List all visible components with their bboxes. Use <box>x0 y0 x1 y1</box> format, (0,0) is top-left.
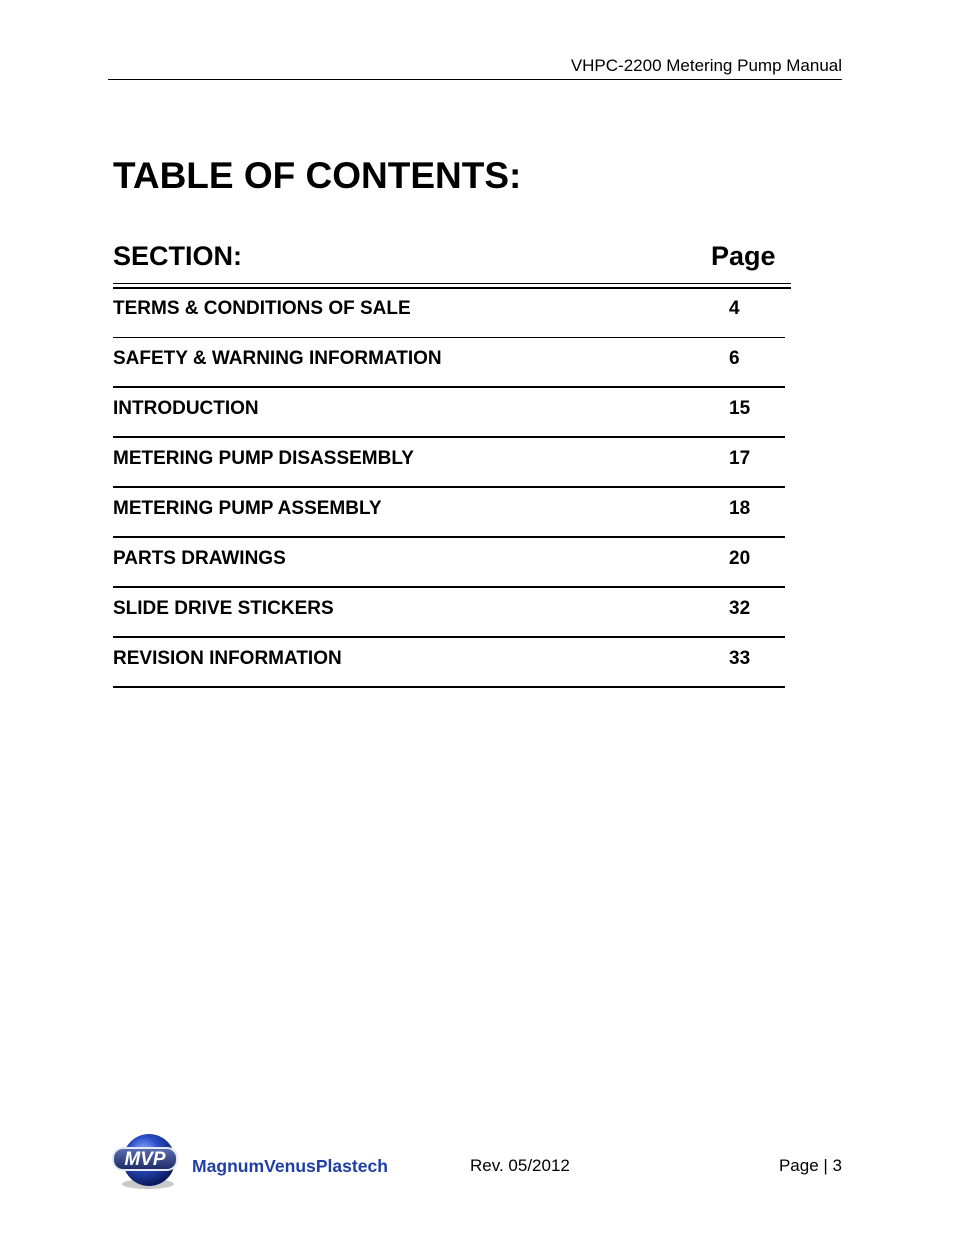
section-column-heading: SECTION: <box>113 241 243 271</box>
heading-divider-top <box>113 283 791 284</box>
toc-row-page: 17 <box>729 448 751 469</box>
toc-row-label: INTRODUCTION <box>113 398 259 419</box>
toc-row-page: 20 <box>729 548 751 569</box>
mvp-logo-icon <box>108 1130 398 1194</box>
toc-row-page: 32 <box>729 598 751 619</box>
company-logo <box>108 1130 398 1194</box>
toc-row-label: METERING PUMP ASSEMBLY <box>113 498 382 519</box>
logo-wordmark: MagnumVenusPlastech <box>192 1156 388 1176</box>
toc-row-label: SAFETY & WARNING INFORMATION <box>113 348 442 369</box>
toc-row[interactable] <box>113 388 785 438</box>
toc-row[interactable] <box>113 588 785 638</box>
toc-row-page: 18 <box>729 498 751 519</box>
revision-label: Rev. 05/2012 <box>470 1156 570 1175</box>
page-number: Page | 3 <box>778 1156 842 1175</box>
toc-row-page: 33 <box>729 648 751 669</box>
toc-row[interactable] <box>113 438 785 488</box>
document-header-title: VHPC-2200 Metering Pump Manual <box>570 56 842 75</box>
toc-row-label: SLIDE DRIVE STICKERS <box>113 598 334 619</box>
toc-row-label: PARTS DRAWINGS <box>113 548 286 569</box>
toc-row[interactable] <box>113 338 785 388</box>
toc-row-label: METERING PUMP DISASSEMBLY <box>113 448 414 469</box>
header-divider <box>108 79 842 80</box>
toc-list <box>113 288 785 688</box>
toc-row[interactable] <box>113 288 785 338</box>
logo-mark: MVP <box>124 1149 166 1170</box>
page-title: TABLE OF CONTENTS: <box>113 155 522 196</box>
toc-row-page: 6 <box>729 348 740 369</box>
toc-row-page: 15 <box>729 398 751 419</box>
toc-row[interactable] <box>113 488 785 538</box>
toc-row-label: TERMS & CONDITIONS OF SALE <box>113 298 411 319</box>
toc-row-page: 4 <box>729 298 740 319</box>
page-column-heading: Page <box>711 241 776 271</box>
toc-row-label: REVISION INFORMATION <box>113 648 342 669</box>
toc-row[interactable] <box>113 638 785 688</box>
toc-row[interactable] <box>113 538 785 588</box>
